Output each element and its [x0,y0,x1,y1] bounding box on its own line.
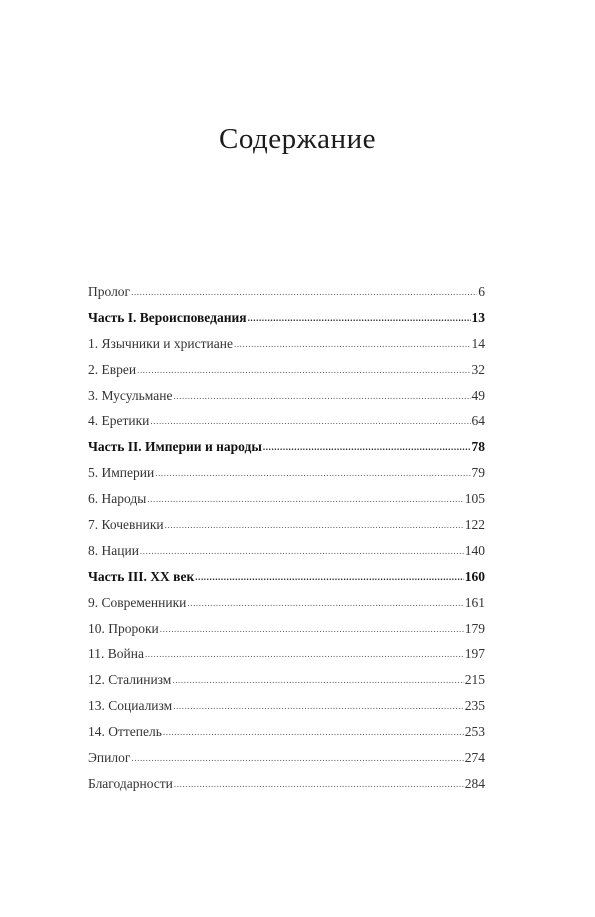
toc-page-number: 32 [471,361,485,377]
dot-leader [172,675,463,685]
toc-entry-title: Благодарности [88,775,173,791]
toc-entry-title: 6. Народы [88,491,147,507]
toc-part-heading[interactable] [88,310,485,336]
toc-entry-title: 3. Мусульмане [88,387,173,403]
toc-entry[interactable] [88,517,485,543]
dot-leader [137,365,470,375]
toc-entry-title: 14. Оттепель [88,724,162,740]
toc-page-number: 161 [464,594,485,610]
toc-entry-title: 13. Социализм [88,698,173,714]
dot-leader [155,468,470,478]
toc-entry-title: 1. Язычники и христиане [88,335,233,351]
dot-leader [163,727,464,737]
toc-entry-title: Пролог [88,284,131,299]
dot-leader [145,649,464,659]
toc-page-number: 79 [471,465,485,481]
toc-entry[interactable] [88,491,485,517]
toc-entry[interactable] [88,336,485,362]
dot-leader [248,313,471,323]
toc-entry[interactable] [88,776,485,802]
toc-entry[interactable] [88,595,485,621]
toc-page-number: 197 [464,646,485,662]
toc-entry[interactable] [88,388,485,414]
toc-page-number: 215 [464,672,485,688]
toc-entry-title: 5. Империи [88,465,155,481]
toc-page-number: 6 [478,284,485,299]
dot-leader [187,598,463,608]
toc-entry-title: 8. Нации [88,542,139,558]
toc-page-number: 179 [464,620,485,636]
dot-leader [195,572,464,582]
dot-leader [173,701,464,711]
toc-entry-title: Часть I. Вероисповедания [88,309,247,325]
toc-page-number: 284 [464,775,485,791]
toc-page-number: 14 [471,335,485,351]
toc-page-number: 64 [471,413,485,429]
table-of-contents [88,284,485,802]
dot-leader [234,339,471,349]
dot-leader [150,416,470,426]
toc-entry-title: 7. Кочевники [88,517,164,533]
dot-leader [140,546,464,556]
toc-entry-title: 9. Современники [88,594,187,610]
toc-page-number: 140 [464,542,485,558]
toc-page-number: 253 [464,724,485,740]
toc-entry[interactable] [88,413,485,439]
dot-leader [147,494,463,504]
toc-page-number: 160 [464,568,485,584]
toc-entry[interactable] [88,750,485,776]
dot-leader [160,624,464,634]
toc-entry-title: 12. Сталинизм [88,672,172,688]
toc-part-heading[interactable] [88,439,485,465]
toc-entry-title: 2. Евреи [88,361,137,377]
toc-entry[interactable] [88,646,485,672]
toc-entry-title: 11. Война [88,646,144,662]
toc-page-number: 235 [464,698,485,714]
toc-entry[interactable] [88,284,485,310]
toc-part-heading[interactable] [88,569,485,595]
toc-page-number: 105 [464,491,485,507]
toc-entry-title: Часть III. XX век [88,568,195,584]
toc-entry-title: 4. Еретики [88,413,150,429]
toc-entry[interactable] [88,724,485,750]
toc-entry-title: 10. Пророки [88,620,159,636]
toc-entry[interactable] [88,621,485,647]
dot-leader [174,779,464,789]
page-title: Содержание [219,123,376,156]
toc-page-number: 274 [464,750,485,766]
toc-page-number: 78 [471,439,485,455]
toc-entry[interactable] [88,543,485,569]
dot-leader [263,442,471,452]
toc-entry-title: Эпилог [88,750,131,766]
dot-leader [165,520,464,530]
toc-page-number: 49 [471,387,485,403]
toc-page-number: 122 [464,517,485,533]
dot-leader [131,753,463,763]
dot-leader [173,391,470,401]
toc-entry[interactable] [88,672,485,698]
toc-entry[interactable] [88,362,485,388]
toc-entry[interactable] [88,698,485,724]
toc-entry[interactable] [88,465,485,491]
toc-entry-title: Часть II. Империи и народы [88,439,262,455]
dot-leader [131,287,477,297]
toc-page-number: 13 [471,309,485,325]
